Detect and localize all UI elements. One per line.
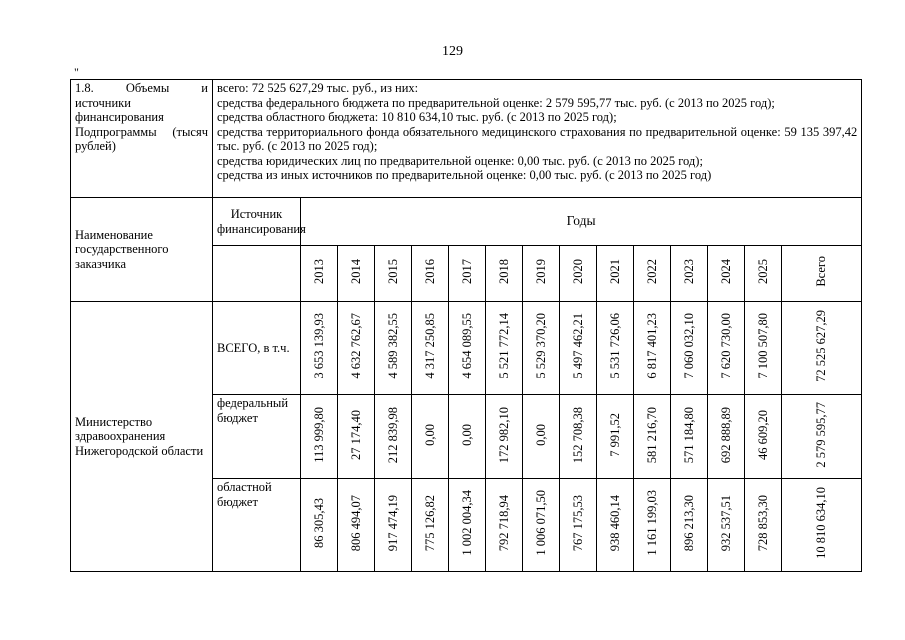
year-label: 2025 [755, 259, 770, 285]
year-label: 2018 [496, 259, 511, 285]
value-cell: 0,00 [412, 395, 449, 479]
summary-line: средства юридических лиц по предварительной оценке: 0,00 тыс. руб. (с 2013 по 2025 год); [217, 153, 703, 168]
year-header-2016 [412, 246, 449, 302]
opening-quote-mark: " [74, 65, 79, 79]
value-cell: 0,00 [523, 395, 560, 479]
source-cell: федеральный бюджет [213, 395, 301, 479]
section-summary-row [71, 80, 862, 198]
value-cell: 172 982,10 [486, 395, 523, 479]
summary-line: средства из иных источников по предварительной оценке: 0,00 тыс. руб. (с 2013 по 2025 год) [217, 168, 712, 182]
total-cell: 10 810 634,10 [782, 479, 862, 572]
value-cell: 3 653 139,93 [301, 302, 338, 395]
value-cell: 0,00 [449, 395, 486, 479]
year-label: 2024 [718, 259, 733, 285]
source-cell: ВСЕГО, в т.ч. [213, 302, 301, 395]
value-cell: 917 474,19 [375, 479, 412, 572]
value-cell: 5 531 726,06 [597, 302, 634, 395]
year-label: 2017 [459, 259, 474, 285]
section-label: 1.8. Объемы и источники финансирования Подпрограммы (тысяч рублей) [71, 80, 213, 198]
customer-header: Наименование государственного заказчика [71, 198, 213, 302]
year-label: 2021 [607, 259, 622, 285]
value-cell: 86 305,43 [301, 479, 338, 572]
value-cell: 767 175,53 [560, 479, 597, 572]
year-header-2015 [375, 246, 412, 302]
year-label: 2015 [385, 259, 400, 285]
value-cell: 7 620 730,00 [708, 302, 745, 395]
year-header-2014 [338, 246, 375, 302]
value-cell: 4 317 250,85 [412, 302, 449, 395]
summary-line: всего: 72 525 627,29 тыс. руб., из них: [217, 81, 419, 95]
value-cell: 5 497 462,21 [560, 302, 597, 395]
value-cell: 152 708,38 [560, 395, 597, 479]
year-header-2019 [523, 246, 560, 302]
value-cell: 7 060 032,10 [671, 302, 708, 395]
year-header-2024 [708, 246, 745, 302]
financing-table [70, 79, 862, 572]
total-cell: 2 579 595,77 [782, 395, 862, 479]
value-cell: 6 817 401,23 [634, 302, 671, 395]
value-cell: 1 006 071,50 [523, 479, 560, 572]
year-header-2025 [745, 246, 782, 302]
year-label: 2019 [533, 259, 548, 285]
summary-line: средства областного бюджета: 10 810 634,10 тыс. руб. (с 2013 по 2025 год); [217, 110, 617, 124]
value-cell: 212 839,98 [375, 395, 412, 479]
value-cell: 581 216,70 [634, 395, 671, 479]
value-cell: 938 460,14 [597, 479, 634, 572]
table-row [71, 302, 862, 395]
value-cell: 7 991,52 [597, 395, 634, 479]
year-label: 2023 [681, 259, 696, 285]
value-cell: 1 161 199,03 [634, 479, 671, 572]
year-header-2020 [560, 246, 597, 302]
years-header: Годы [301, 198, 862, 246]
year-label: Всего [814, 256, 829, 288]
year-label: 2016 [422, 259, 437, 285]
year-label: 2022 [644, 259, 659, 285]
year-header-total [782, 246, 862, 302]
value-cell: 932 537,51 [708, 479, 745, 572]
year-header-2022 [634, 246, 671, 302]
value-cell: 4 632 762,67 [338, 302, 375, 395]
page-number: 129 [442, 44, 463, 59]
value-cell: 896 213,30 [671, 479, 708, 572]
value-cell: 27 174,40 [338, 395, 375, 479]
value-cell: 5 521 772,14 [486, 302, 523, 395]
value-cell: 692 888,89 [708, 395, 745, 479]
customer-name: Министерство здравоохранения Нижегородской области [71, 302, 213, 572]
value-cell: 4 654 089,55 [449, 302, 486, 395]
value-cell: 1 002 004,34 [449, 479, 486, 572]
summary-line: средства территориального фонда обязательного медицинского страхования по предварительной оценке: 59 135 397,42 тыс. руб. (с 2013 по 2025 год); [217, 124, 858, 153]
value-cell: 775 126,82 [412, 479, 449, 572]
section-description [213, 80, 862, 198]
total-cell: 72 525 627,29 [782, 302, 862, 395]
value-cell: 792 718,94 [486, 479, 523, 572]
year-header-2021 [597, 246, 634, 302]
value-cell: 46 609,20 [745, 395, 782, 479]
year-header-2018 [486, 246, 523, 302]
column-header-row [71, 198, 862, 246]
value-cell: 806 494,07 [338, 479, 375, 572]
value-cell: 7 100 507,80 [745, 302, 782, 395]
summary-line: средства федерального бюджета по предварительной оценке: 2 579 595,77 тыс. руб. (с 2013 по 2025 год); [217, 95, 775, 110]
value-cell: 728 853,30 [745, 479, 782, 572]
value-cell: 571 184,80 [671, 395, 708, 479]
value-cell: 5 529 370,20 [523, 302, 560, 395]
source-cell: областной бюджет [213, 479, 301, 572]
year-label: 2020 [570, 259, 585, 285]
year-header-2013 [301, 246, 338, 302]
source-header: Источник финансирования [213, 198, 301, 246]
value-cell: 4 589 382,55 [375, 302, 412, 395]
value-cell: 113 999,80 [301, 395, 338, 479]
year-row-spacer [213, 246, 301, 302]
year-header-2023 [671, 246, 708, 302]
year-label: 2014 [348, 259, 363, 285]
year-label: 2013 [311, 259, 326, 285]
year-header-2017 [449, 246, 486, 302]
